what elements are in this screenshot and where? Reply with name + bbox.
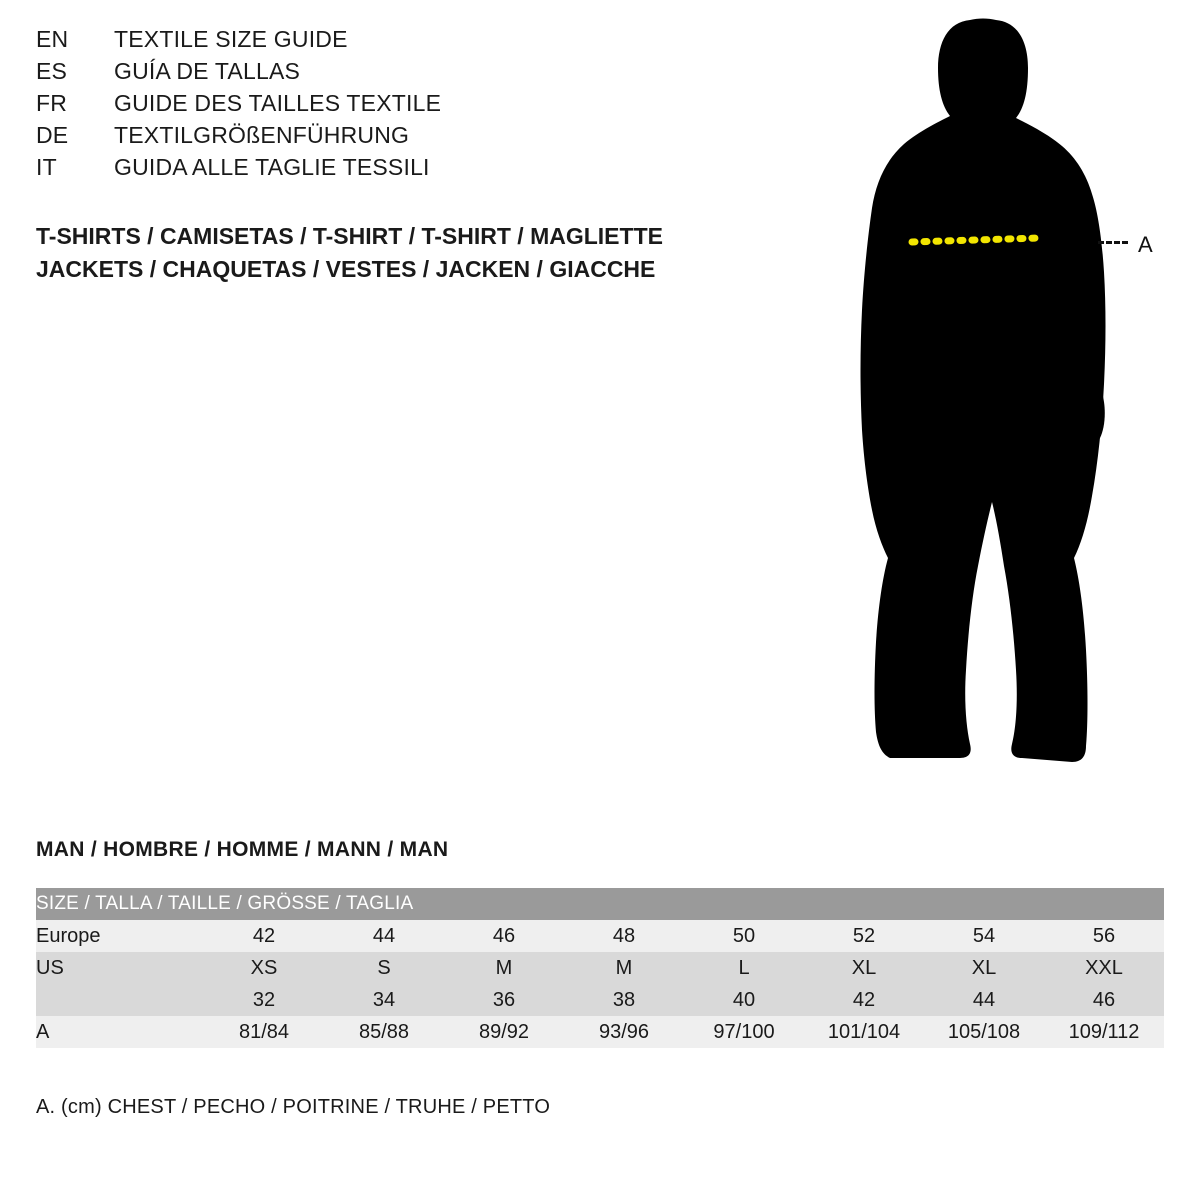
silhouette-svg <box>820 10 1180 790</box>
language-row-it <box>36 154 736 186</box>
cell-value: 89/92 <box>444 1016 564 1048</box>
table-header-label: SIZE / TALLA / TAILLE / GRÖSSE / TAGLIA <box>36 888 1164 920</box>
row-label: A <box>36 1016 204 1048</box>
language-code: FR <box>36 90 68 116</box>
table-row <box>36 920 1164 952</box>
cell-value: L <box>684 952 804 984</box>
garment-line-jackets: JACKETS / CHAQUETAS / VESTES / JACKEN / GIACCHE <box>36 256 656 282</box>
cell-value: 38 <box>564 984 684 1016</box>
row-label <box>36 984 204 1016</box>
language-title: GUÍA DE TALLAS <box>114 58 301 84</box>
cell-value: 101/104 <box>804 1016 924 1048</box>
row-label: US <box>36 952 204 984</box>
cell-value: 97/100 <box>684 1016 804 1048</box>
language-row-es <box>36 58 736 90</box>
chest-leader-dashes <box>1098 241 1128 244</box>
language-list <box>36 26 736 186</box>
cell-value: 109/112 <box>1044 1016 1164 1048</box>
language-row-de <box>36 122 736 154</box>
language-title: TEXTILE SIZE GUIDE <box>114 26 348 52</box>
language-title: TEXTILGRÖßENFÜHRUNG <box>114 122 410 148</box>
cell-value: 36 <box>444 984 564 1016</box>
cell-value: 81/84 <box>204 1016 324 1048</box>
cell-value: 93/96 <box>564 1016 684 1048</box>
cell-value: 50 <box>684 920 804 952</box>
cell-value: 42 <box>204 920 324 952</box>
cell-value: 54 <box>924 920 1044 952</box>
cell-value: XL <box>924 952 1044 984</box>
table-row <box>36 1016 1164 1048</box>
cell-value: 32 <box>204 984 324 1016</box>
language-code: DE <box>36 122 69 148</box>
row-label: Europe <box>36 920 204 952</box>
language-title: GUIDE DES TAILLES TEXTILE <box>114 90 442 116</box>
man-silhouette-shape <box>861 19 1106 763</box>
cell-value: 52 <box>804 920 924 952</box>
cell-value: 48 <box>564 920 684 952</box>
cell-value: 46 <box>444 920 564 952</box>
table-header-row <box>36 888 1164 920</box>
language-row-en <box>36 26 736 58</box>
language-title: GUIDA ALLE TAGLIE TESSILI <box>114 154 430 180</box>
garment-line-tshirts: T-SHIRTS / CAMISETAS / T-SHIRT / T-SHIRT / MAGLIETTE <box>36 223 663 249</box>
cell-value: 46 <box>1044 984 1164 1016</box>
language-row-fr <box>36 90 736 122</box>
language-code: IT <box>36 154 57 180</box>
cell-value: S <box>324 952 444 984</box>
footnote-chest: A. (cm) CHEST / PECHO / POITRINE / TRUHE / PETTO <box>36 1096 551 1118</box>
cell-value: 56 <box>1044 920 1164 952</box>
cell-value: 40 <box>684 984 804 1016</box>
table-row <box>36 984 1164 1016</box>
table-row <box>36 952 1164 984</box>
chest-measure-label: A <box>1138 232 1153 257</box>
body-silhouette-figure <box>820 10 1180 790</box>
cell-value: 85/88 <box>324 1016 444 1048</box>
cell-value: 44 <box>324 920 444 952</box>
cell-value: 34 <box>324 984 444 1016</box>
language-code: EN <box>36 26 69 52</box>
cell-value: XL <box>804 952 924 984</box>
cell-value: XXL <box>1044 952 1164 984</box>
cell-value: M <box>564 952 684 984</box>
language-code: ES <box>36 58 68 84</box>
cell-value: M <box>444 952 564 984</box>
cell-value: 105/108 <box>924 1016 1044 1048</box>
size-table <box>36 888 1164 1048</box>
section-title-man: MAN / HOMBRE / HOMME / MANN / MAN <box>36 838 449 861</box>
cell-value: 42 <box>804 984 924 1016</box>
cell-value: 44 <box>924 984 1044 1016</box>
cell-value: XS <box>204 952 324 984</box>
garment-categories <box>36 220 663 286</box>
